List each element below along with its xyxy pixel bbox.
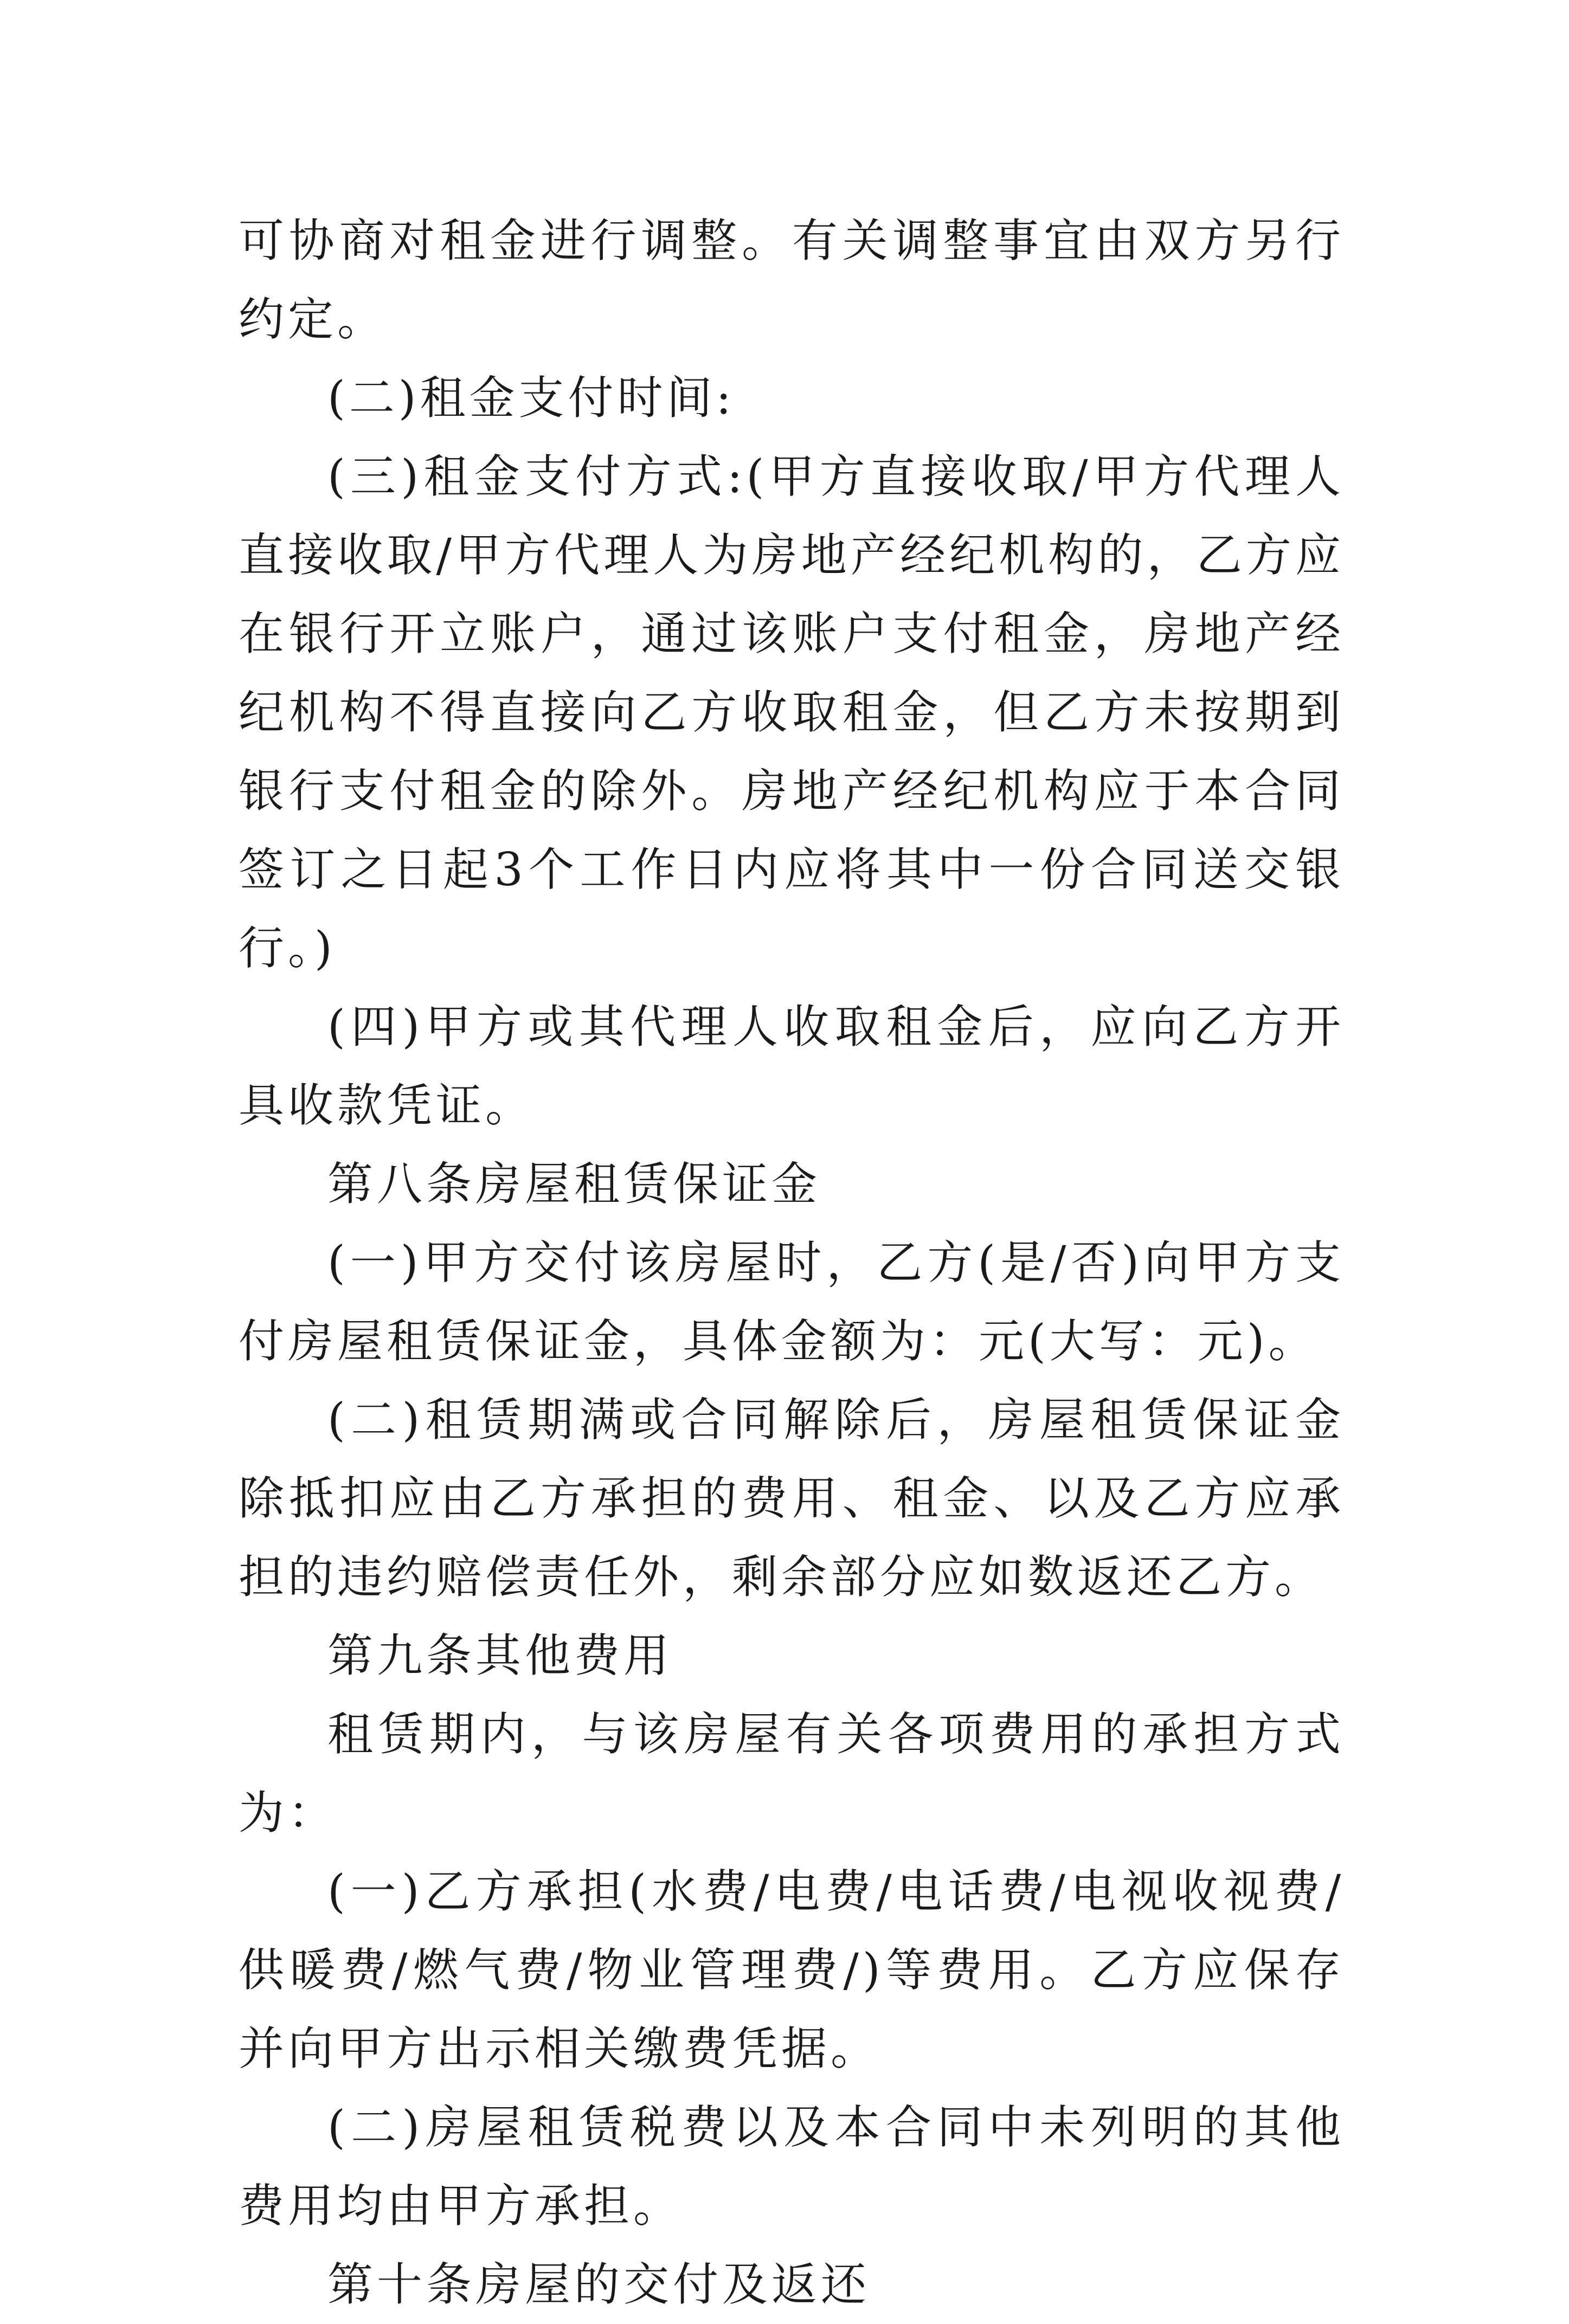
paragraph-rent-adjustment: 可协商对租金进行调整。有关调整事宜由双方另行约定。 [239, 214, 1345, 346]
heading-article-9: 第九条其他费用 [327, 1629, 673, 1682]
paragraph-deposit-amount: (一)甲方交付该房屋时，乙方(是/否)向甲方支付房屋租赁保证金，具体金额为：元(大写：元)。 [239, 1236, 1345, 1368]
document-body [239, 202, 1345, 2324]
paragraph-fees-intro: 租赁期内，与该房屋有关各项费用的承担方式为： [239, 1708, 1345, 1839]
paragraph-rent-receipt: (四)甲方或其代理人收取租金后，应向乙方开具收款凭证。 [239, 1000, 1345, 1132]
paragraph-tenant-fees: (一)乙方承担(水费/电费/电话费/电视收视费/供暖费/燃气费/物业管理费/)等费用。乙方应保存并向甲方出示相关缴费凭据。 [239, 1865, 1345, 2075]
heading-article-10: 第十条房屋的交付及返还 [327, 2258, 871, 2311]
paragraph-landlord-fees: (二)房屋租赁税费以及本合同中未列明的其他费用均由甲方承担。 [239, 2101, 1345, 2232]
paragraph-deposit-return: (二)租赁期满或合同解除后，房屋租赁保证金除抵扣应由乙方承担的费用、租金、以及乙方应承担的违约赔偿责任外，剩余部分应如数返还乙方。 [239, 1393, 1345, 1604]
paragraph-rent-payment-method: (三)租金支付方式:(甲方直接收取/甲方代理人直接收取/甲方代理人为房地产经纪机构的，乙方应在银行开立账户，通过该账户支付租金，房地产经纪机构不得直接向乙方收取租金，但乙方未按期到银行支付租金的除外。房地产经纪机构应于本合同签订之日起3个工作日内应将其中一份合同送交银行。) [239, 450, 1345, 975]
heading-article-8: 第八条房屋租赁保证金 [327, 1157, 821, 1211]
paragraph-rent-payment-time: (二)租金支付时间: [327, 371, 735, 424]
